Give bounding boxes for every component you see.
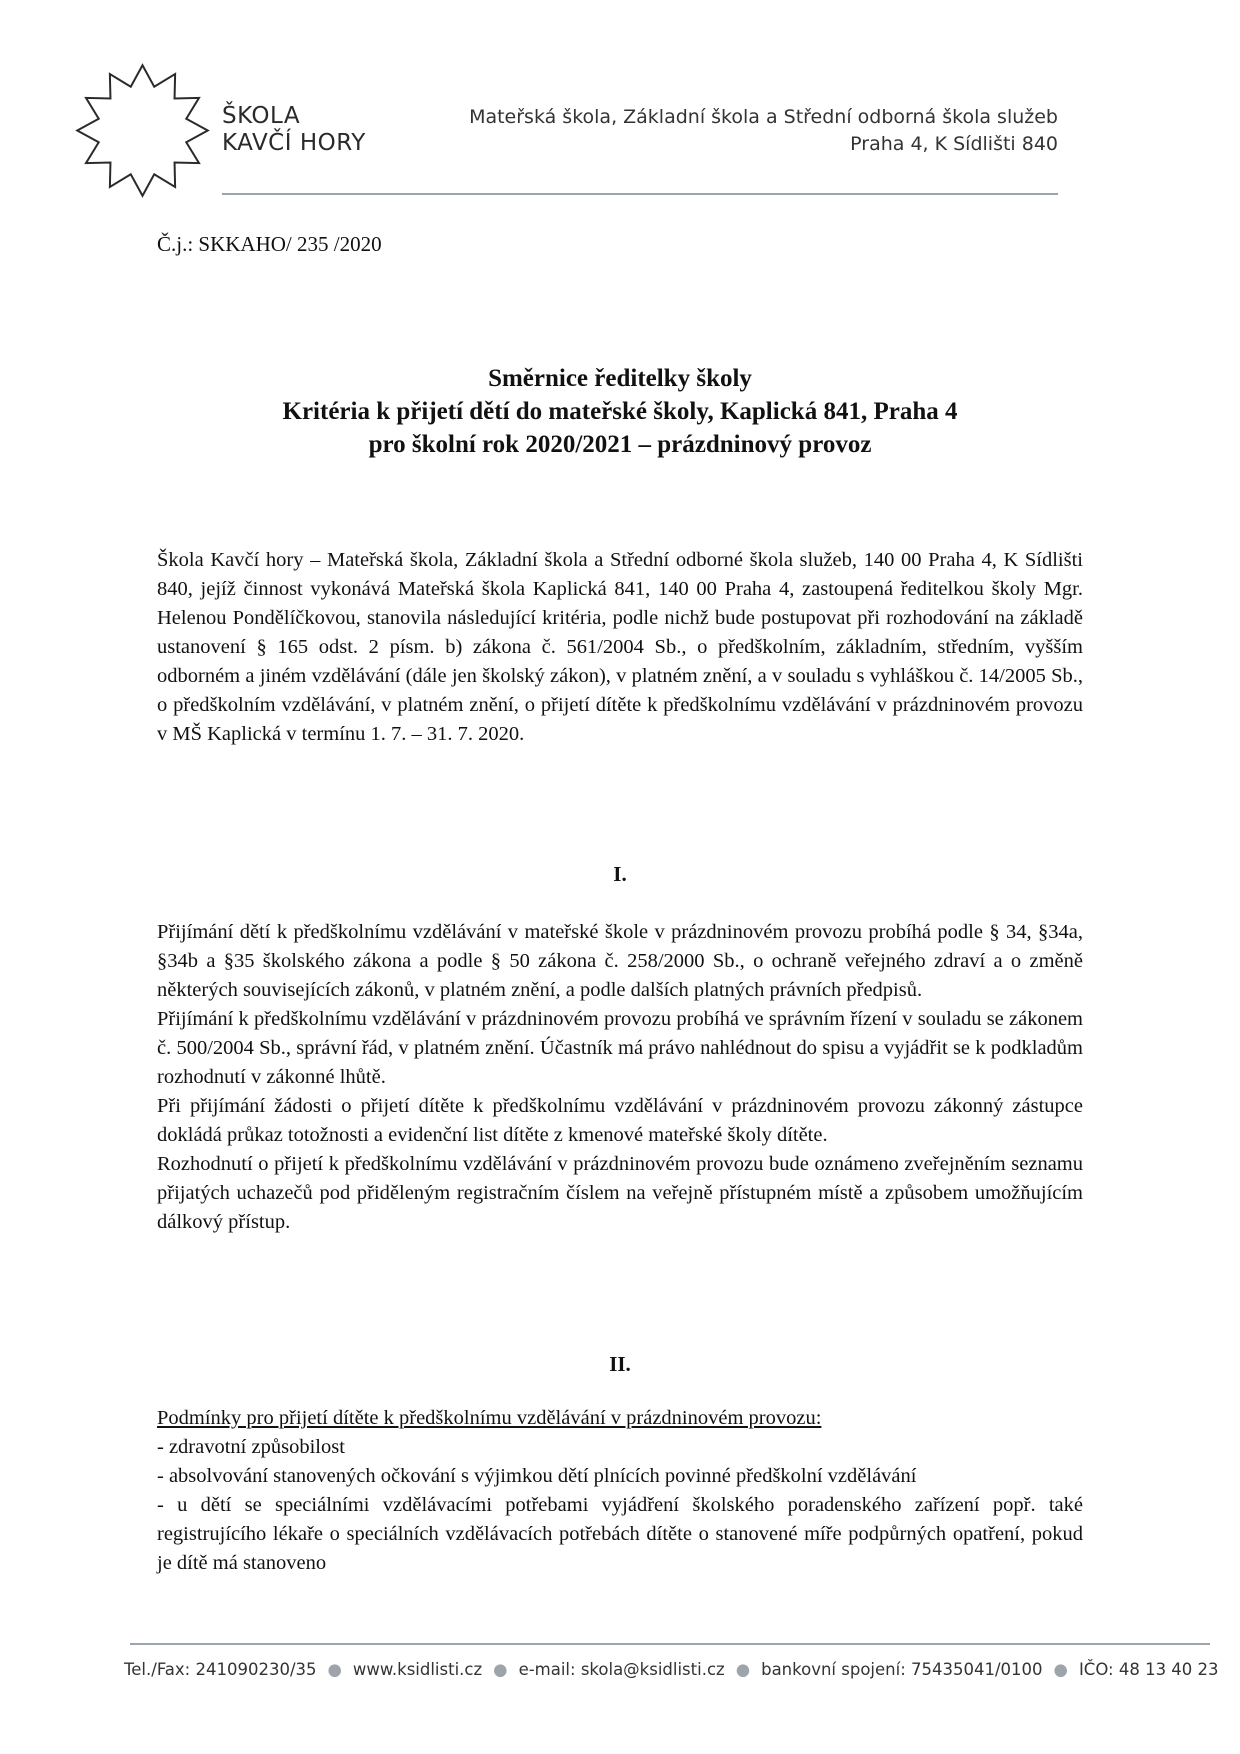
- institution-address: Praha 4, K Sídlišti 840: [850, 133, 1058, 155]
- header-divider: [222, 193, 1058, 195]
- footer-email: e-mail: skola@ksidlisti.cz: [518, 1660, 725, 1679]
- section2-heading: II.: [609, 1352, 631, 1376]
- document-title: [157, 362, 1083, 461]
- intro-paragraph: [157, 546, 1083, 749]
- condition-item: - u dětí se speciálními vzdělávacími potřebami vyjádření školského poradenského zařízení popř. také registrujícího lékaře o speciálních vzdělávacích potřebách dítěte o stanovené míře podpůrných opatření, pokud je dítě má stanoveno: [157, 1494, 1083, 1574]
- title-line3: pro školní rok 2020/2021 – prázdninový provoz: [368, 431, 872, 458]
- footer-divider: [130, 1643, 1210, 1645]
- section1-paragraph: Přijímání k předškolnímu vzdělávání v prázdninovém provozu probíhá ve správním řízení v souladu se zákonem č. 500/2004 Sb., správní řád, v platném znění. Účastník má právo nahlédnout do spisu a vyjádřit se k podkladům rozhodnutí v zákonné lhůtě.: [157, 1008, 1083, 1088]
- footer-phone: Tel./Fax: 241090230/35: [124, 1660, 317, 1679]
- title-line1: Směrnice ředitelky školy: [488, 365, 752, 392]
- title-line2: Kritéria k přijetí dětí do mateřské školy, Kaplická 841, Praha 4: [282, 398, 958, 425]
- bullet-dot-icon: ●: [735, 1660, 751, 1679]
- footer: [124, 1660, 1224, 1679]
- bullet-dot-icon: ●: [493, 1660, 508, 1679]
- section2-body: [157, 1404, 1083, 1578]
- section1-heading: I.: [613, 862, 627, 886]
- condition-item: - absolvování stanovených očkování s výjimkou dětí plnících povinné předškolní vzdělávání: [157, 1465, 917, 1487]
- bullet-dot-icon: ●: [327, 1660, 342, 1679]
- footer-bank: bankovní spojení: 75435041/0100: [761, 1660, 1043, 1679]
- condition-item: - zdravotní způsobilost: [157, 1436, 345, 1458]
- footer-ico: IČO: 48 13 40 23: [1078, 1660, 1219, 1679]
- section2-subheading: Podmínky pro přijetí dítěte k předškolnímu vzdělávání v prázdninovém provozu:: [157, 1407, 822, 1429]
- logo-text-line2: KAVČÍ HORY: [222, 130, 366, 156]
- section1-paragraph: Rozhodnutí o přijetí k předškolnímu vzdělávání v prázdninovém provozu bude oznámeno zveřejněním seznamu přijatých uchazečů pod přiděleným registračním číslem na veřejně přístupném místě a způsobem umožňujícím dálkový přístup.: [157, 1153, 1083, 1233]
- section1-paragraph: Při přijímání žádosti o přijetí dítěte k předškolnímu vzdělávání v prázdninovém provozu zákonný zástupce dokládá průkaz totožnosti a evidenční list dítěte z kmenové mateřské školy dítěte.: [157, 1095, 1083, 1146]
- section1-paragraph: Přijímání dětí k předškolnímu vzdělávání v mateřské škole v prázdninovém provozu probíhá podle § 34, §34a, §34b a §35 školského zákona a podle § 50 zákona č. 258/2000 Sb., o ochraně veřejného zdraví a o změně některých souvisejících zákonů, v platném znění, a podle dalších platných právních předpisů.: [157, 921, 1083, 1001]
- intro-text: Škola Kavčí hory – Mateřská škola, Základní škola a Střední odborné škola služeb, 140 00 Praha 4, K Sídlišti 840, jejíž činnost vykonává Mateřská škola Kaplická 841, 140 00 Praha 4, zastoupená ředitelkou školy Mgr. Helenou Pondělíčkovou, stanovila následující kritéria, podle nichž bude postupovat při rozhodování na základě ustanovení § 165 odst. 2 písm. b) zákona č. 561/2004 Sb., o předškolním, základním, středním, vyšším odborném a jiném vzdělávání (dále jen školský zákon), v platném znění, a v souladu s vyhláškou č. 14/2005 Sb., o předškolním vzdělávání, v platném znění, o přijetí dítěte k předškolnímu vzdělávání v prázdninovém provozu v MŠ Kaplická v termínu 1. 7. – 31. 7. 2020.: [157, 549, 1083, 745]
- logo-text-line1: ŠKOLA: [222, 103, 301, 129]
- reference-number: Č.j.: SKKAHO/ 235 /2020: [157, 232, 382, 256]
- school-logo-icon: [70, 58, 215, 203]
- section1-body: [157, 918, 1083, 1237]
- footer-web: www.ksidlisti.cz: [352, 1660, 483, 1679]
- institution-name: Mateřská škola, Základní škola a Střední odborná škola služeb: [469, 106, 1058, 128]
- bullet-dot-icon: ●: [1053, 1660, 1068, 1679]
